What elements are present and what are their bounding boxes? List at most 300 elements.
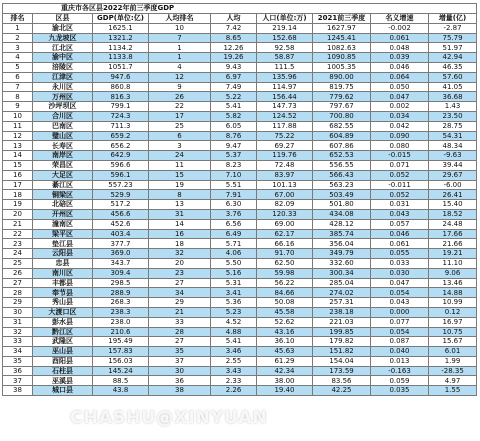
table-row [3, 386, 477, 396]
cell-per-capita: 5.31 [211, 278, 257, 288]
cell-population: 124.52 [257, 111, 313, 121]
cell-per-capita-rank: 23 [149, 268, 211, 278]
cell-per-capita: 2.33 [211, 376, 257, 386]
cell-increment: 10.99 [429, 298, 477, 308]
cell-nominal-growth: 0.047 [371, 278, 429, 288]
cell-per-capita: 7.42 [211, 23, 257, 33]
cell-gdp: 1051.7 [93, 62, 149, 72]
cell-gdp: 656.2 [93, 141, 149, 151]
cell-gdp-2021: 779.62 [313, 92, 371, 102]
table-row [3, 53, 477, 63]
cell-rank: 2 [3, 33, 33, 43]
cell-district: 南岸区 [33, 151, 93, 161]
cell-gdp: 210.6 [93, 327, 149, 337]
header-2021-q1-q3: 2021前三季度 [313, 14, 371, 24]
cell-district: 璧山区 [33, 131, 93, 141]
cell-per-capita-rank: 30 [149, 366, 211, 376]
cell-increment: 51.97 [429, 43, 477, 53]
cell-gdp: 1321.2 [93, 33, 149, 43]
cell-district: 酉阳县 [33, 356, 93, 366]
cell-gdp: 596.6 [93, 160, 149, 170]
cell-per-capita-rank: 9 [149, 82, 211, 92]
cell-nominal-growth: 0.087 [371, 337, 429, 347]
table-row [3, 160, 477, 170]
cell-per-capita: 5.41 [211, 337, 257, 347]
table-row [3, 170, 477, 180]
cell-per-capita-rank: 22 [149, 102, 211, 112]
cell-increment: 19.21 [429, 249, 477, 259]
cell-rank: 4 [3, 53, 33, 63]
cell-increment: 24.48 [429, 219, 477, 229]
cell-per-capita: 6.97 [211, 72, 257, 82]
cell-district: 潼南区 [33, 219, 93, 229]
cell-population: 61.29 [257, 356, 313, 366]
table-body [3, 23, 477, 395]
cell-population: 69.00 [257, 219, 313, 229]
cell-population: 45.58 [257, 307, 313, 317]
table-row [3, 141, 477, 151]
cell-gdp: 517.2 [93, 200, 149, 210]
table-row [3, 131, 477, 141]
cell-population: 84.66 [257, 288, 313, 298]
cell-rank: 37 [3, 376, 33, 386]
cell-nominal-growth: 0.054 [371, 288, 429, 298]
cell-rank: 6 [3, 72, 33, 82]
cell-gdp: 43.8 [93, 386, 149, 396]
cell-increment: 57.60 [429, 72, 477, 82]
cell-gdp-2021: 199.85 [313, 327, 371, 337]
cell-increment: 42.94 [429, 53, 477, 63]
cell-rank: 18 [3, 190, 33, 200]
cell-gdp: 456.6 [93, 209, 149, 219]
cell-per-capita: 5.71 [211, 239, 257, 249]
cell-gdp-2021: 300.34 [313, 268, 371, 278]
cell-nominal-growth: 0.055 [371, 249, 429, 259]
cell-nominal-growth: 0.000 [371, 307, 429, 317]
cell-rank: 25 [3, 258, 33, 268]
cell-district: 长寿区 [33, 141, 93, 151]
cell-district: 巫山县 [33, 347, 93, 357]
cell-gdp-2021: 332.60 [313, 258, 371, 268]
cell-nominal-growth: 0.034 [371, 111, 429, 121]
cell-rank: 32 [3, 327, 33, 337]
cell-gdp: 343.7 [93, 258, 149, 268]
cell-rank: 34 [3, 347, 33, 357]
cell-per-capita: 3.46 [211, 347, 257, 357]
table-row [3, 219, 477, 229]
cell-district: 九龙坡区 [33, 33, 93, 43]
cell-gdp: 145.24 [93, 366, 149, 376]
cell-increment: 16.97 [429, 317, 477, 327]
cell-per-capita: 4.06 [211, 249, 257, 259]
cell-rank: 33 [3, 337, 33, 347]
cell-rank: 26 [3, 268, 33, 278]
cell-nominal-growth: 0.047 [371, 92, 429, 102]
cell-rank: 29 [3, 298, 33, 308]
cell-rank: 35 [3, 356, 33, 366]
cell-gdp-2021: 700.80 [313, 111, 371, 121]
cell-per-capita-rank: 10 [149, 23, 211, 33]
cell-gdp-2021: 434.08 [313, 209, 371, 219]
cell-increment: 41.05 [429, 82, 477, 92]
cell-gdp-2021: 566.43 [313, 170, 371, 180]
cell-nominal-growth: 0.059 [371, 376, 429, 386]
cell-nominal-growth: 0.046 [371, 62, 429, 72]
cell-district: 忠县 [33, 258, 93, 268]
cell-rank: 7 [3, 82, 33, 92]
table-row [3, 102, 477, 112]
table-row [3, 249, 477, 259]
cell-district: 秀山县 [33, 298, 93, 308]
cell-nominal-growth: 0.033 [371, 258, 429, 268]
cell-per-capita-rank: 17 [149, 111, 211, 121]
header-gdp: GDP(单位:亿) [93, 14, 149, 24]
table-row [3, 209, 477, 219]
cell-rank: 22 [3, 229, 33, 239]
cell-nominal-growth: 0.052 [371, 170, 429, 180]
cell-gdp: 157.83 [93, 347, 149, 357]
cell-nominal-growth: -0.011 [371, 180, 429, 190]
cell-rank: 19 [3, 200, 33, 210]
cell-gdp: 309.4 [93, 268, 149, 278]
cell-gdp-2021: 154.04 [313, 356, 371, 366]
cell-population: 111.5 [257, 62, 313, 72]
cell-per-capita-rank: 14 [149, 219, 211, 229]
cell-per-capita: 4.88 [211, 327, 257, 337]
cell-gdp-2021: 173.59 [313, 366, 371, 376]
table-row [3, 298, 477, 308]
cell-gdp-2021: 1090.85 [313, 53, 371, 63]
cell-rank: 30 [3, 307, 33, 317]
cell-per-capita-rank: 35 [149, 347, 211, 357]
cell-gdp-2021: 221.03 [313, 317, 371, 327]
cell-increment: -28.35 [429, 366, 477, 376]
cell-rank: 16 [3, 170, 33, 180]
cell-per-capita: 5.23 [211, 307, 257, 317]
cell-gdp: 156.03 [93, 356, 149, 366]
cell-per-capita: 5.41 [211, 102, 257, 112]
table-row [3, 317, 477, 327]
cell-per-capita: 19.26 [211, 53, 257, 63]
cell-increment: 15.67 [429, 337, 477, 347]
cell-nominal-growth: 0.042 [371, 121, 429, 131]
cell-increment: 11.10 [429, 258, 477, 268]
cell-district: 合川区 [33, 111, 93, 121]
table-row [3, 200, 477, 210]
cell-gdp-2021: 83.56 [313, 376, 371, 386]
cell-nominal-growth: 0.043 [371, 298, 429, 308]
cell-population: 38.00 [257, 376, 313, 386]
cell-per-capita: 8.23 [211, 160, 257, 170]
header-row [3, 14, 477, 24]
cell-district: 南川区 [33, 268, 93, 278]
cell-rank: 10 [3, 111, 33, 121]
cell-nominal-growth: -0.002 [371, 23, 429, 33]
cell-gdp-2021: 819.75 [313, 82, 371, 92]
cell-per-capita: 5.51 [211, 180, 257, 190]
cell-population: 62.50 [257, 258, 313, 268]
cell-per-capita-rank: 25 [149, 121, 211, 131]
cell-district: 永川区 [33, 82, 93, 92]
cell-nominal-growth: 0.061 [371, 33, 429, 43]
cell-rank: 31 [3, 317, 33, 327]
cell-increment: 1.99 [429, 356, 477, 366]
cell-per-capita: 5.16 [211, 268, 257, 278]
cell-gdp: 642.9 [93, 151, 149, 161]
table-row [3, 121, 477, 131]
cell-nominal-growth: 0.035 [371, 386, 429, 396]
cell-per-capita: 12.26 [211, 43, 257, 53]
cell-increment: 26.41 [429, 190, 477, 200]
cell-gdp: 369.0 [93, 249, 149, 259]
cell-rank: 14 [3, 151, 33, 161]
cell-population: 101.13 [257, 180, 313, 190]
cell-increment: 39.44 [429, 160, 477, 170]
cell-per-capita: 7.49 [211, 82, 257, 92]
cell-increment: 28.75 [429, 121, 477, 131]
cell-district: 綦江区 [33, 180, 93, 190]
cell-per-capita: 7.10 [211, 170, 257, 180]
cell-nominal-growth: 0.031 [371, 200, 429, 210]
cell-population: 58.87 [257, 53, 313, 63]
table-row [3, 258, 477, 268]
cell-district: 北碚区 [33, 200, 93, 210]
cell-increment: 10.75 [429, 327, 477, 337]
cell-population: 82.09 [257, 200, 313, 210]
cell-nominal-growth: 0.048 [371, 43, 429, 53]
table-row [3, 62, 477, 72]
cell-per-capita: 6.30 [211, 200, 257, 210]
cell-gdp-2021: 42.25 [313, 386, 371, 396]
cell-population: 67.00 [257, 190, 313, 200]
cell-nominal-growth: 0.040 [371, 347, 429, 357]
cell-nominal-growth: 0.002 [371, 102, 429, 112]
cell-population: 114.97 [257, 82, 313, 92]
cell-population: 117.88 [257, 121, 313, 131]
cell-increment: 48.34 [429, 141, 477, 151]
cell-district: 大渡口区 [33, 307, 93, 317]
cell-district: 梁平区 [33, 229, 93, 239]
cell-rank: 28 [3, 288, 33, 298]
cell-per-capita-rank: 1 [149, 53, 211, 63]
header-rank: 排名 [3, 14, 33, 24]
cell-per-capita-rank: 12 [149, 72, 211, 82]
cell-increment: -2.87 [429, 23, 477, 33]
cell-per-capita-rank: 6 [149, 131, 211, 141]
cell-gdp-2021: 179.82 [313, 337, 371, 347]
cell-population: 56.22 [257, 278, 313, 288]
cell-increment: -9.63 [429, 151, 477, 161]
cell-per-capita-rank: 18 [149, 239, 211, 249]
cell-rank: 11 [3, 121, 33, 131]
table-row [3, 347, 477, 357]
cell-gdp: 557.23 [93, 180, 149, 190]
table-row [3, 366, 477, 376]
cell-population: 83.97 [257, 170, 313, 180]
cell-nominal-growth: 0.039 [371, 53, 429, 63]
cell-per-capita: 2.55 [211, 356, 257, 366]
cell-population: 66.16 [257, 239, 313, 249]
cell-nominal-growth: 0.071 [371, 160, 429, 170]
spreadsheet [0, 3, 480, 441]
cell-nominal-growth: 0.013 [371, 356, 429, 366]
table-row [3, 151, 477, 161]
cell-nominal-growth: 0.052 [371, 190, 429, 200]
cell-per-capita-rank: 32 [149, 249, 211, 259]
cell-per-capita-rank: 27 [149, 337, 211, 347]
cell-increment: 14.88 [429, 288, 477, 298]
cell-rank: 13 [3, 141, 33, 151]
table-title: 重庆市各区县2022年前三季度GDP [3, 4, 477, 14]
cell-population: 45.63 [257, 347, 313, 357]
cell-per-capita-rank: 38 [149, 386, 211, 396]
cell-increment: -6.00 [429, 180, 477, 190]
cell-district: 涪陵区 [33, 62, 93, 72]
cell-per-capita: 3.43 [211, 366, 257, 376]
cell-gdp-2021: 1627.97 [313, 23, 371, 33]
cell-per-capita: 9.43 [211, 62, 257, 72]
cell-nominal-growth: 0.061 [371, 239, 429, 249]
cell-nominal-growth: 0.077 [371, 317, 429, 327]
table-row [3, 337, 477, 347]
cell-gdp-2021: 652.53 [313, 151, 371, 161]
cell-per-capita-rank: 20 [149, 258, 211, 268]
table-row [3, 278, 477, 288]
cell-per-capita-rank: 16 [149, 229, 211, 239]
cell-per-capita: 5.37 [211, 151, 257, 161]
cell-district: 奉节县 [33, 288, 93, 298]
cell-gdp: 88.5 [93, 376, 149, 386]
cell-increment: 17.66 [429, 229, 477, 239]
cell-per-capita-rank: 27 [149, 278, 211, 288]
cell-district: 江北区 [33, 43, 93, 53]
cell-population: 135.96 [257, 72, 313, 82]
cell-rank: 27 [3, 278, 33, 288]
cell-increment: 75.79 [429, 33, 477, 43]
cell-per-capita: 8.65 [211, 33, 257, 43]
cell-district: 垫江县 [33, 239, 93, 249]
cell-gdp: 452.6 [93, 219, 149, 229]
cell-population: 19.40 [257, 386, 313, 396]
header-population: 人口(单位:万) [257, 14, 313, 24]
cell-increment: 36.68 [429, 92, 477, 102]
cell-per-capita: 5.36 [211, 298, 257, 308]
cell-district: 彭水县 [33, 317, 93, 327]
cell-district: 渝中区 [33, 53, 93, 63]
cell-gdp: 195.49 [93, 337, 149, 347]
cell-rank: 1 [3, 23, 33, 33]
table-row [3, 33, 477, 43]
table-row [3, 268, 477, 278]
cell-gdp-2021: 563.23 [313, 180, 371, 190]
cell-population: 92.58 [257, 43, 313, 53]
cell-population: 147.73 [257, 102, 313, 112]
cell-gdp: 816.3 [93, 92, 149, 102]
cell-increment: 9.06 [429, 268, 477, 278]
cell-gdp-2021: 285.04 [313, 278, 371, 288]
cell-district: 荣昌区 [33, 160, 93, 170]
cell-rank: 3 [3, 43, 33, 53]
cell-population: 43.16 [257, 327, 313, 337]
cell-per-capita: 2.26 [211, 386, 257, 396]
cell-gdp-2021: 238.18 [313, 307, 371, 317]
cell-increment: 4.97 [429, 376, 477, 386]
cell-population: 59.98 [257, 268, 313, 278]
cell-per-capita-rank: 8 [149, 190, 211, 200]
cell-nominal-growth: 0.057 [371, 219, 429, 229]
cell-increment: 18.52 [429, 209, 477, 219]
cell-gdp: 1134.2 [93, 43, 149, 53]
table-row [3, 111, 477, 121]
cell-per-capita-rank: 13 [149, 200, 211, 210]
cell-gdp-2021: 257.31 [313, 298, 371, 308]
cell-gdp: 238.0 [93, 317, 149, 327]
cell-population: 52.62 [257, 317, 313, 327]
cell-district: 大足区 [33, 170, 93, 180]
cell-nominal-growth: 0.050 [371, 82, 429, 92]
cell-per-capita: 5.50 [211, 258, 257, 268]
cell-population: 156.44 [257, 92, 313, 102]
table-row [3, 229, 477, 239]
cell-nominal-growth: 0.030 [371, 268, 429, 278]
cell-population: 72.48 [257, 160, 313, 170]
watermark: CHASHU@XINYUAN [70, 408, 268, 428]
cell-per-capita: 8.76 [211, 131, 257, 141]
cell-per-capita-rank: 29 [149, 298, 211, 308]
cell-district: 巫溪县 [33, 376, 93, 386]
cell-rank: 8 [3, 92, 33, 102]
cell-gdp: 596.1 [93, 170, 149, 180]
cell-population: 75.22 [257, 131, 313, 141]
cell-district: 沙坪坝区 [33, 102, 93, 112]
table-row [3, 376, 477, 386]
cell-population: 42.34 [257, 366, 313, 376]
cell-rank: 9 [3, 102, 33, 112]
cell-per-capita-rank: 7 [149, 33, 211, 43]
cell-rank: 23 [3, 239, 33, 249]
cell-gdp-2021: 503.49 [313, 190, 371, 200]
cell-gdp: 1625.1 [93, 23, 149, 33]
table-row [3, 307, 477, 317]
cell-per-capita-rank: 28 [149, 327, 211, 337]
cell-gdp: 238.3 [93, 307, 149, 317]
cell-district: 云阳县 [33, 249, 93, 259]
cell-district: 石柱县 [33, 366, 93, 376]
cell-per-capita: 6.56 [211, 219, 257, 229]
cell-per-capita: 4.52 [211, 317, 257, 327]
cell-increment: 1.55 [429, 386, 477, 396]
cell-increment: 46.35 [429, 62, 477, 72]
cell-per-capita: 9.47 [211, 141, 257, 151]
cell-nominal-growth: 0.043 [371, 209, 429, 219]
cell-population: 50.08 [257, 298, 313, 308]
cell-district: 巴南区 [33, 121, 93, 131]
title-row [3, 4, 477, 14]
cell-district: 铜梁区 [33, 190, 93, 200]
header-increment: 增量(亿) [429, 14, 477, 24]
cell-gdp: 403.4 [93, 229, 149, 239]
cell-per-capita-rank: 26 [149, 92, 211, 102]
cell-gdp-2021: 274.02 [313, 288, 371, 298]
cell-rank: 5 [3, 62, 33, 72]
cell-gdp-2021: 501.80 [313, 200, 371, 210]
cell-rank: 17 [3, 180, 33, 190]
table-row [3, 190, 477, 200]
gdp-table [2, 3, 477, 396]
cell-gdp-2021: 385.74 [313, 229, 371, 239]
cell-gdp: 659.2 [93, 131, 149, 141]
cell-per-capita-rank: 34 [149, 288, 211, 298]
